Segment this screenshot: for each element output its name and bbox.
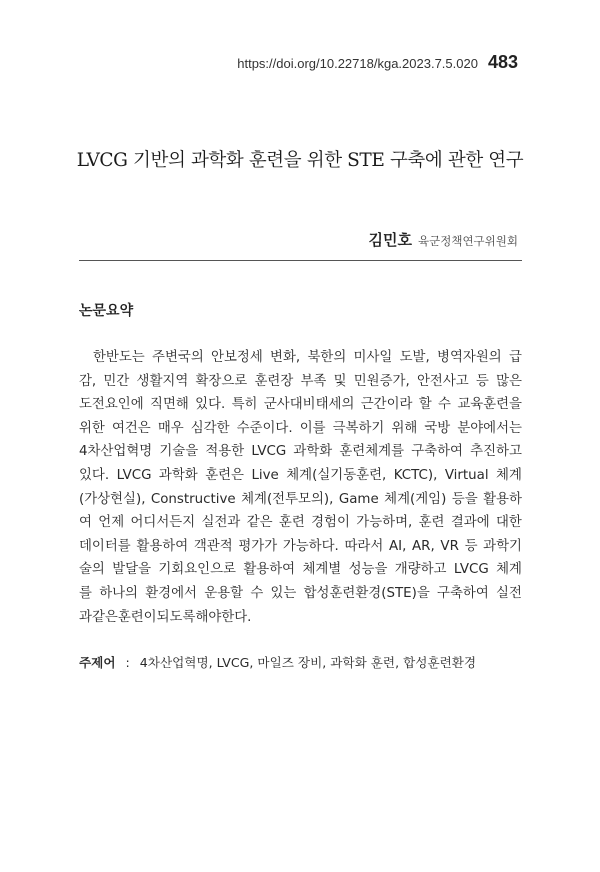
abstract-word: 훈련이	[117, 609, 157, 625]
page-number: 483	[487, 52, 518, 72]
abstract-word: 한다.	[221, 609, 252, 625]
abstract-word: VR	[440, 538, 459, 554]
keywords-label: 주제어	[79, 655, 116, 670]
abstract-line	[79, 511, 522, 535]
abstract-word: 체계별	[302, 562, 342, 578]
abstract-word: 미사일	[353, 350, 393, 365]
abstract-word: 변화,	[270, 350, 301, 365]
abstract-line	[79, 440, 522, 464]
abstract-word: 민간	[103, 373, 130, 389]
abstract-word: 구축하여	[411, 444, 463, 460]
abstract-word: 위해	[391, 420, 418, 436]
abstract-word: 실전과	[201, 515, 241, 531]
abstract-word: 경험이	[311, 515, 350, 531]
abstract-word: LVCG	[453, 562, 489, 578]
abstract-word: 결과에	[450, 515, 490, 531]
abstract-word: 도발,	[399, 350, 430, 365]
abstract-word: 를	[79, 585, 92, 601]
abstract-word: 도전요인에	[79, 397, 144, 413]
abstract-word: 과학화	[158, 467, 198, 483]
abstract-word: Constructive	[150, 491, 236, 507]
doi-link[interactable]: https://doi.org/10.22718/kga.2023.7.5.020	[237, 56, 478, 71]
abstract-word: 과학기	[483, 538, 522, 554]
abstract-word: 같은	[91, 609, 118, 625]
abstract-word: 병역자원의	[437, 350, 502, 365]
abstract-word: 여	[79, 515, 92, 531]
abstract-word: 성능을	[348, 562, 388, 578]
abstract-word: 환경에서	[145, 585, 197, 601]
author-name: 김민호	[368, 231, 413, 249]
abstract-word: 등을	[451, 491, 478, 507]
abstract-line	[79, 370, 522, 394]
abstract-word: 술의	[79, 562, 105, 578]
abstract-line	[79, 558, 522, 582]
abstract-word: 심각한	[190, 420, 230, 436]
abstract-word: 운용할	[204, 585, 244, 601]
abstract-word: 있는	[270, 585, 297, 601]
abstract-word: 극복하기	[332, 420, 385, 436]
abstract-word: 여건은	[111, 420, 151, 436]
abstract-word: 훈련	[418, 515, 445, 531]
abstract-word: 있다.	[195, 397, 226, 413]
abstract-word: 확장으로	[195, 373, 248, 389]
abstract-word: 되도록	[156, 609, 196, 625]
abstract-word: 국방	[424, 420, 451, 436]
abstract-word: 위한	[79, 420, 105, 436]
abstract-word: 4차산업혁명	[79, 444, 153, 460]
abstract-word: Live	[251, 467, 279, 483]
abstract-word: 가능하며,	[356, 515, 413, 531]
abstract-word: 기회요인으로	[158, 562, 236, 578]
abstract-word: 있다.	[79, 467, 110, 483]
abstract-word: 수준이다.	[236, 420, 293, 436]
abstract-word: 북한의	[307, 350, 347, 365]
abstract-word: 급	[508, 350, 522, 365]
abstract-line	[79, 606, 522, 630]
abstract-word: 체계	[496, 562, 522, 578]
abstract-word: 발달을	[112, 562, 152, 578]
abstract-word: 많은	[496, 373, 522, 389]
abstract-word: AR,	[412, 538, 435, 554]
abstract-word: 생활지역	[136, 373, 189, 389]
abstract-word: 언제	[98, 515, 125, 531]
keywords-separator: :	[125, 655, 130, 670]
abstract-word: 수	[438, 397, 451, 413]
abstract-word: 등	[475, 373, 489, 389]
abstract-word: 훈련장	[254, 373, 294, 389]
abstract-word: 및	[333, 373, 347, 389]
abstract-word: 근간이라	[360, 397, 413, 413]
abstract-word: Game	[338, 491, 379, 507]
abstract-word: 훈련	[278, 515, 305, 531]
abstract-word: 합성훈련환경(STE)을	[303, 585, 430, 601]
abstract-word: (가상현실),	[79, 491, 146, 507]
abstract-word: 적용한	[205, 444, 245, 460]
abstract-line	[79, 535, 522, 559]
abstract-word: 매우	[157, 420, 184, 436]
abstract-word: AI,	[388, 538, 407, 554]
abstract-word: 대한	[496, 515, 522, 531]
abstract-word: 훈련은	[205, 467, 244, 483]
abstract-word: 체계	[496, 467, 522, 483]
abstract-line	[79, 417, 522, 441]
abstract-body	[79, 346, 522, 629]
section-divider	[79, 260, 522, 261]
abstract-word: 활용하여	[243, 562, 296, 578]
abstract-word: 등	[464, 538, 478, 554]
abstract-heading: 논문요약	[79, 303, 134, 319]
abstract-word: 주변국의	[152, 350, 204, 365]
abstract-word: 해야	[195, 609, 222, 625]
abstract-word: 민원증가,	[353, 373, 410, 389]
abstract-word: KCTC),	[393, 467, 438, 483]
abstract-word: 개량하고	[394, 562, 447, 578]
keywords-line	[79, 652, 522, 671]
abstract-word: 군사대비태세의	[263, 397, 355, 413]
abstract-word: 활용하	[483, 491, 522, 507]
abstract-word: 체계(전투모의),	[241, 491, 334, 507]
abstract-word: 특히	[231, 397, 258, 413]
keywords-text: 4차산업혁명, LVCG, 마일즈 장비, 과학화 훈련, 합성훈련환경	[139, 655, 477, 670]
abstract-word: 한반도는	[93, 350, 145, 365]
abstract-word: 구축하여	[437, 585, 489, 601]
page-header	[237, 52, 518, 73]
abstract-word: 훈련체계를	[339, 444, 405, 460]
abstract-word: 어디서든지	[130, 515, 196, 531]
abstract-word: 과	[79, 609, 92, 625]
abstract-word: 수	[250, 585, 264, 601]
author-line	[369, 229, 518, 250]
abstract-word: 추진하고	[470, 444, 522, 460]
abstract-word: 분야에서는	[457, 420, 522, 436]
abstract-word: 데이터를	[79, 538, 131, 554]
abstract-word: LVCG	[116, 467, 152, 483]
abstract-word: 체계(실기동훈련,	[286, 467, 387, 483]
abstract-word: 평가가	[238, 538, 278, 554]
abstract-word: 부족	[300, 373, 327, 389]
abstract-word: 기술을	[159, 444, 199, 460]
abstract-word: 활용하여	[136, 538, 189, 554]
abstract-word: 가능하다.	[282, 538, 339, 554]
abstract-line	[79, 488, 522, 512]
abstract-word: 직면해	[150, 397, 189, 413]
abstract-word: LVCG	[251, 444, 287, 460]
abstract-word: 실전	[496, 585, 522, 601]
abstract-word: 하나의	[99, 585, 138, 601]
abstract-word: 할	[418, 397, 432, 413]
author-affiliation: 육군정책연구위원회	[418, 234, 518, 248]
abstract-line	[79, 464, 522, 488]
abstract-word: 안전사고	[416, 373, 469, 389]
abstract-word: 과학화	[293, 444, 333, 460]
paper-title: LVCG 기반의 과학화 훈련을 위한 STE 구축에 관한 연구	[76, 150, 524, 171]
abstract-line	[79, 582, 522, 606]
abstract-word: 객관적	[193, 538, 233, 554]
abstract-word: 감,	[79, 373, 97, 389]
abstract-word: 이를	[299, 420, 326, 436]
abstract-word: 따라서	[344, 538, 384, 554]
abstract-word: 체계(게임)	[384, 491, 447, 507]
abstract-word: 같은	[246, 515, 273, 531]
abstract-line	[79, 346, 522, 370]
abstract-word: Virtual	[444, 467, 489, 483]
abstract-word: 안보정세	[211, 350, 263, 365]
abstract-word: 교육훈련을	[457, 397, 522, 413]
abstract-line	[79, 393, 522, 417]
